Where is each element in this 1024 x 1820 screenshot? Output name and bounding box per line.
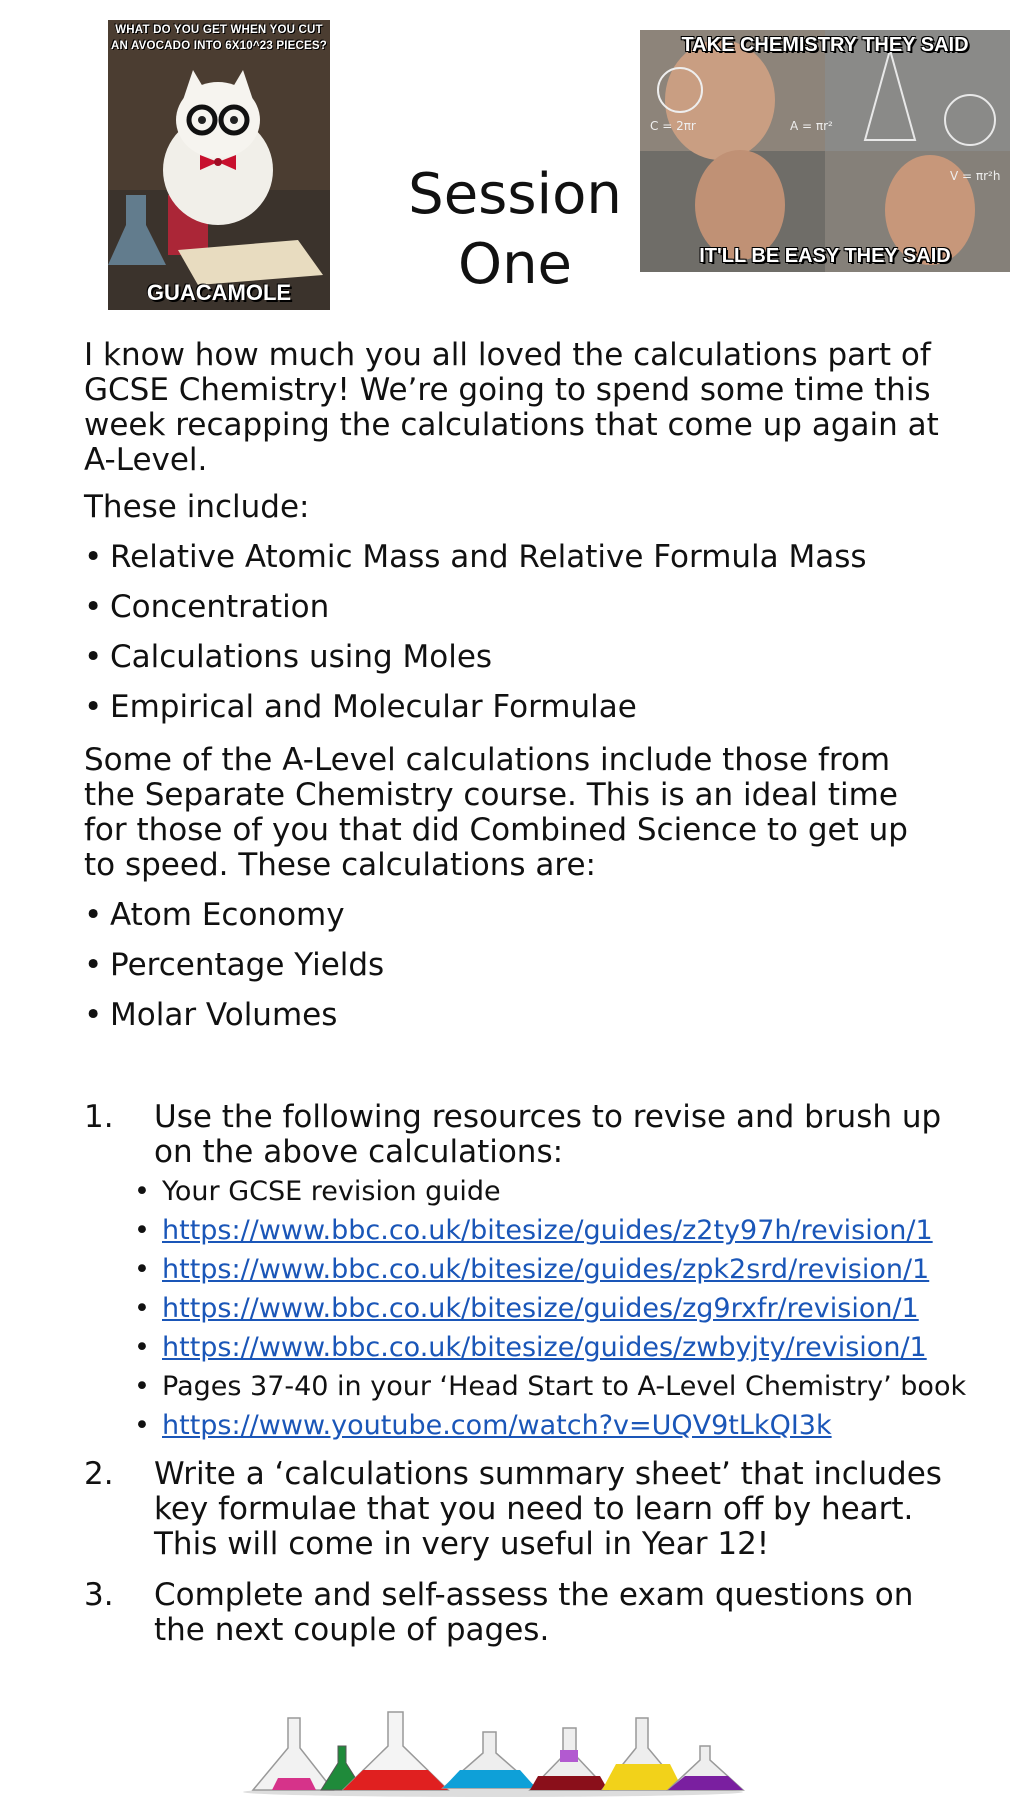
resource-item (134, 1410, 832, 1442)
bullet-icon: • (84, 897, 103, 933)
bullet-icon: • (84, 689, 103, 725)
bullet-icon: • (134, 1215, 150, 1246)
title-line-1: Session (408, 162, 622, 227)
svg-text:V = πr²h: V = πr²h (950, 169, 1001, 183)
cat-illustration (108, 20, 330, 310)
list-item: • Percentage Yields (84, 947, 385, 983)
task-number: 2. (84, 1456, 114, 1492)
bullet-icon: • (84, 539, 103, 575)
meme-bottom-caption: IT'LL BE EASY THEY SAID (699, 245, 951, 267)
bullet-icon: • (84, 639, 103, 675)
meme-top-caption: TAKE CHEMISTRY THEY SAID (681, 34, 969, 56)
these-include-label: These include: (84, 489, 310, 525)
resource-item: • Your GCSE revision guide (134, 1176, 501, 1207)
list-item: • Concentration (84, 589, 330, 625)
list-item: • Calculations using Moles (84, 639, 493, 675)
separate-chemistry-paragraph: Some of the A-Level calculations include those from the Separate Chemistry course. This is an ideal time for those of you that did Combined Science to get up to speed. These calculations are: (84, 742, 908, 883)
resource-item (134, 1332, 927, 1364)
svg-text:A = πr²: A = πr² (790, 119, 833, 133)
page-title (400, 160, 630, 300)
bitesize-link-1[interactable]: https://www.bbc.co.uk/bitesize/guides/z2ty97h/revision/1 (162, 1215, 933, 1246)
meme-top-caption: WHAT DO YOU GET WHEN YOU CUT AN AVOCADO INTO 6X10^23 PIECES? (111, 24, 327, 52)
svg-text:C = 2πr: C = 2πr (650, 119, 696, 133)
math-lady-illustration (640, 30, 1010, 272)
bullet-icon: • (134, 1254, 150, 1285)
bitesize-link-3[interactable]: https://www.bbc.co.uk/bitesize/guides/zg9rxfr/revision/1 (162, 1293, 919, 1324)
bullet-icon: • (134, 1332, 150, 1363)
bullet-icon: • (134, 1176, 150, 1207)
resource-item (134, 1254, 929, 1286)
task-text: Complete and self-assess the exam questions on the next couple of pages. (154, 1577, 914, 1648)
meme-bottom-caption: GUACAMOLE (146, 280, 292, 305)
chemistry-cat-meme (108, 20, 330, 310)
bullet-icon: • (134, 1410, 150, 1441)
task-text: Use the following resources to revise and brush up on the above calculations: (154, 1099, 942, 1170)
intro-paragraph: I know how much you all loved the calculations part of GCSE Chemistry! We’re going to spend some time this week recapping the calculations that come up again at A-Level. (84, 337, 939, 478)
youtube-link[interactable]: https://www.youtube.com/watch?v=UQV9tLkQI3k (162, 1410, 832, 1441)
task-number: 1. (84, 1099, 114, 1135)
resource-item (134, 1293, 919, 1325)
bullet-icon: • (84, 589, 103, 625)
title-line-2: One (457, 232, 573, 297)
lab-glassware-illustration (238, 1708, 748, 1798)
task-number: 3. (84, 1577, 114, 1613)
resource-item (134, 1215, 933, 1247)
bullet-icon: • (84, 997, 103, 1033)
bitesize-link-4[interactable]: https://www.bbc.co.uk/bitesize/guides/zwbyjty/revision/1 (162, 1332, 927, 1363)
task-text: Write a ‘calculations summary sheet’ that includes key formulae that you need to learn off by heart. This will come in very useful in Year 12! (154, 1456, 942, 1562)
list-item: • Relative Atomic Mass and Relative Formula Mass (84, 539, 867, 575)
resource-item: • Pages 37-40 in your ‘Head Start to A-Level Chemistry’ book (134, 1371, 967, 1402)
bitesize-link-2[interactable]: https://www.bbc.co.uk/bitesize/guides/zpk2srd/revision/1 (162, 1254, 930, 1285)
bullet-icon: • (134, 1371, 150, 1402)
list-item: • Atom Economy (84, 897, 345, 933)
list-item: • Empirical and Molecular Formulae (84, 689, 637, 725)
bullet-icon: • (84, 947, 103, 983)
math-lady-meme (640, 30, 1010, 272)
bullet-icon: • (134, 1293, 150, 1324)
list-item: • Molar Volumes (84, 997, 338, 1033)
